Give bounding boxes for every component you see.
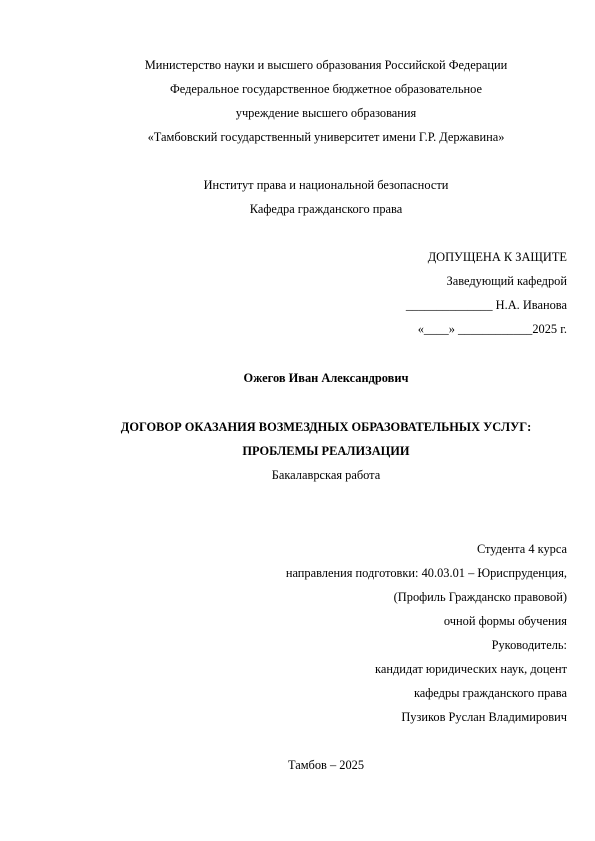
approval-role: Заведующий кафедрой (446, 274, 567, 288)
student-course: Студента 4 курса (476, 542, 567, 556)
approval-title: ДОПУЩЕНА К ЗАЩИТЕ (427, 250, 567, 264)
approval-date: «____» ____________2025 г. (417, 322, 567, 336)
study-form: очной формы обучения (443, 614, 567, 628)
thesis-title-line1: ДОГОВОР ОКАЗАНИЯ ВОЗМЕЗДНЫХ ОБРАЗОВАТЕЛЬНЫХ УСЛУГ: (120, 420, 532, 434)
student-profile: (Профиль Гражданско правовой) (393, 590, 567, 604)
approval-signature: ______________ Н.А. Иванова (405, 298, 567, 312)
department-name: Кафедра гражданского права (249, 202, 403, 216)
supervisor-name: Пузиков Руслан Владимирович (401, 710, 567, 724)
institution-type-line: Федеральное государственное бюджетное образовательное (170, 82, 482, 96)
city-year: Тамбов – 2025 (287, 758, 365, 772)
thesis-title-line2: ПРОБЛЕМЫ РЕАЛИЗАЦИИ (242, 444, 410, 458)
ministry-line: Министерство науки и высшего образования Российской Федерации (144, 58, 508, 72)
supervisor-label: Руководитель: (491, 638, 567, 652)
thesis-type: Бакалаврская работа (271, 468, 381, 482)
institution-level-line: учреждение высшего образования (235, 106, 417, 120)
author-name: Ожегов Иван Александрович (243, 371, 409, 385)
student-direction: направления подготовки: 40.03.01 – Юриспруденция, (285, 566, 567, 580)
supervisor-department: кафедры гражданского права (413, 686, 567, 700)
institute-name: Институт права и национальной безопасности (203, 178, 449, 192)
supervisor-degree: кандидат юридических наук, доцент (375, 662, 567, 676)
university-name: «Тамбовский государственный университет имени Г.Р. Державина» (147, 130, 505, 144)
